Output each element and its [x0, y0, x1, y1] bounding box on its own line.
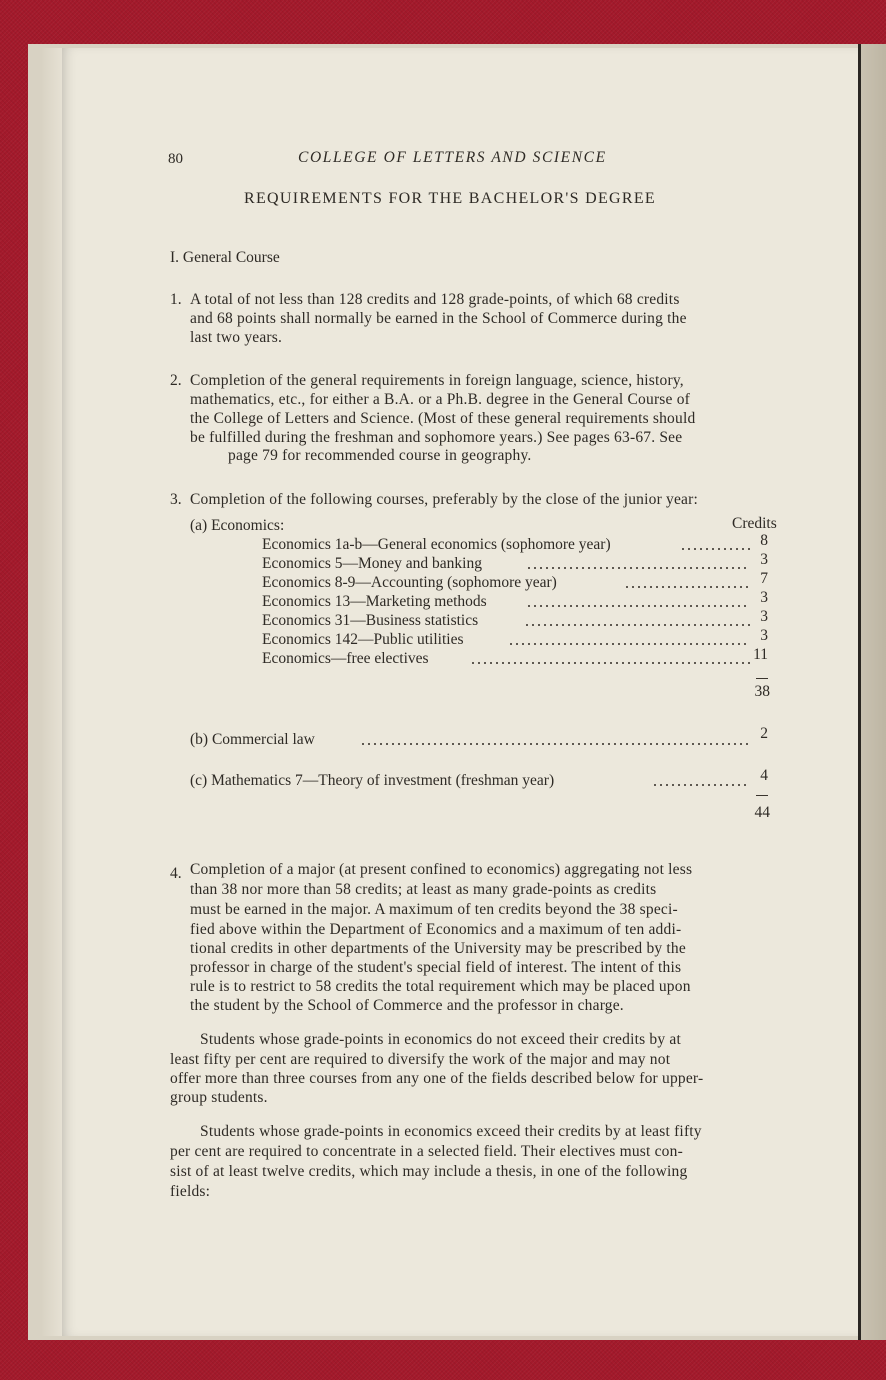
- paragraph-line: per cent are required to concentrate in a selected field. Their electives must con-: [170, 1143, 683, 1160]
- dot-leader: [652, 784, 750, 786]
- course-name: Economics 142—Public utilities: [262, 631, 464, 648]
- item-number: 2.: [170, 372, 182, 389]
- mathematics: (c) Mathematics 7—Theory of investment (freshman year): [190, 772, 555, 789]
- total-rule: [756, 795, 768, 796]
- course-name: Economics—free electives: [262, 650, 429, 667]
- course-credits: 7: [760, 570, 768, 587]
- paragraph-line: offer more than three courses from any one of the fields described below for upper-: [170, 1070, 704, 1087]
- commercial-law: (b) Commercial law: [190, 731, 315, 748]
- dot-leader: [360, 743, 750, 745]
- item-line: than 38 nor more than 58 credits; at least as many grade-points as credits: [190, 881, 657, 898]
- dot-leader: [508, 643, 750, 645]
- course-name: Economics 8-9—Accounting (sophomore year): [262, 574, 557, 591]
- item-number: 3.: [170, 491, 182, 508]
- item-line: rule is to restrict to 58 credits the total requirement which may be placed upon: [190, 978, 691, 995]
- dot-leader: [526, 605, 750, 607]
- item-number: 1.: [170, 291, 182, 308]
- page-number: 80: [168, 151, 183, 167]
- item-line: the student by the School of Commerce and the professor in charge.: [190, 997, 624, 1014]
- paragraph-line: group students.: [170, 1089, 268, 1106]
- paragraph-line: least fifty per cent are required to diversify the work of the major and may not: [170, 1051, 671, 1068]
- course-credits: 4: [760, 767, 768, 784]
- course-name: Economics 1a-b—General economics (sophomore year): [262, 536, 611, 553]
- item-line: Completion of the following courses, preferably by the close of the junior year:: [190, 491, 698, 508]
- item-line: Completion of a major (at present confined to economics) aggregating not less: [190, 861, 693, 878]
- course-name: Economics 5—Money and banking: [262, 555, 482, 572]
- course-credits: 3: [760, 627, 768, 644]
- course-credits: 3: [760, 551, 768, 568]
- item-line: last two years.: [190, 329, 283, 346]
- paragraph-line: fields:: [170, 1183, 211, 1200]
- item-line: must be earned in the major. A maximum of ten credits beyond the 38 speci-: [190, 901, 678, 918]
- course-credits: 11: [753, 646, 768, 663]
- item-line: and 68 points shall normally be earned in the School of Commerce during the: [190, 310, 687, 327]
- subtotal-rule: [756, 678, 768, 679]
- item-line: the College of Letters and Science. (Most of these general requirements should: [190, 410, 696, 427]
- item-line: professor in charge of the student's special field of interest. The intent of this: [190, 959, 682, 976]
- economics-label: (a) Economics:: [190, 517, 285, 534]
- course-credits: 2: [760, 725, 768, 742]
- credits-header: Credits: [732, 515, 777, 532]
- course-credits: 3: [760, 608, 768, 625]
- subtotal: 38: [754, 683, 770, 700]
- item-line: fied above within the Department of Economics and a maximum of ten addi-: [190, 921, 682, 938]
- course-name: Economics 31—Business statistics: [262, 612, 479, 629]
- total: 44: [754, 804, 770, 821]
- dot-leader: [524, 624, 750, 626]
- item-line: mathematics, etc., for either a B.A. or a Ph.B. degree in the General Course of: [190, 391, 691, 408]
- item-number: 4.: [170, 865, 182, 882]
- item-line: page 79 for recommended course in geography.: [228, 447, 532, 464]
- course-name: Economics 13—Marketing methods: [262, 593, 487, 610]
- page-title: REQUIREMENTS FOR THE BACHELOR'S DEGREE: [244, 190, 657, 207]
- item-line: be fulfilled during the freshman and sophomore years.) See pages 63-67. See: [190, 429, 683, 446]
- dot-leader: [624, 586, 750, 588]
- section-heading: I. General Course: [170, 249, 280, 266]
- page-edges: [858, 44, 886, 1340]
- running-head: COLLEGE OF LETTERS AND SCIENCE: [298, 149, 607, 166]
- paragraph-line: Students whose grade-points in economics do not exceed their credits by at: [200, 1031, 681, 1048]
- dot-leader: [470, 662, 750, 664]
- course-credits: 3: [760, 589, 768, 606]
- item-line: tional credits in other departments of the University may be prescribed by the: [190, 940, 686, 957]
- dot-leader: [526, 567, 750, 569]
- course-credits: 8: [760, 532, 768, 549]
- item-line: Completion of the general requirements in foreign language, science, history,: [190, 372, 684, 389]
- paragraph-line: sist of at least twelve credits, which may include a thesis, in one of the following: [170, 1163, 688, 1180]
- item-line: A total of not less than 128 credits and 128 grade-points, of which 68 credits: [190, 291, 680, 308]
- paragraph-line: Students whose grade-points in economics exceed their credits by at least fifty: [200, 1123, 702, 1140]
